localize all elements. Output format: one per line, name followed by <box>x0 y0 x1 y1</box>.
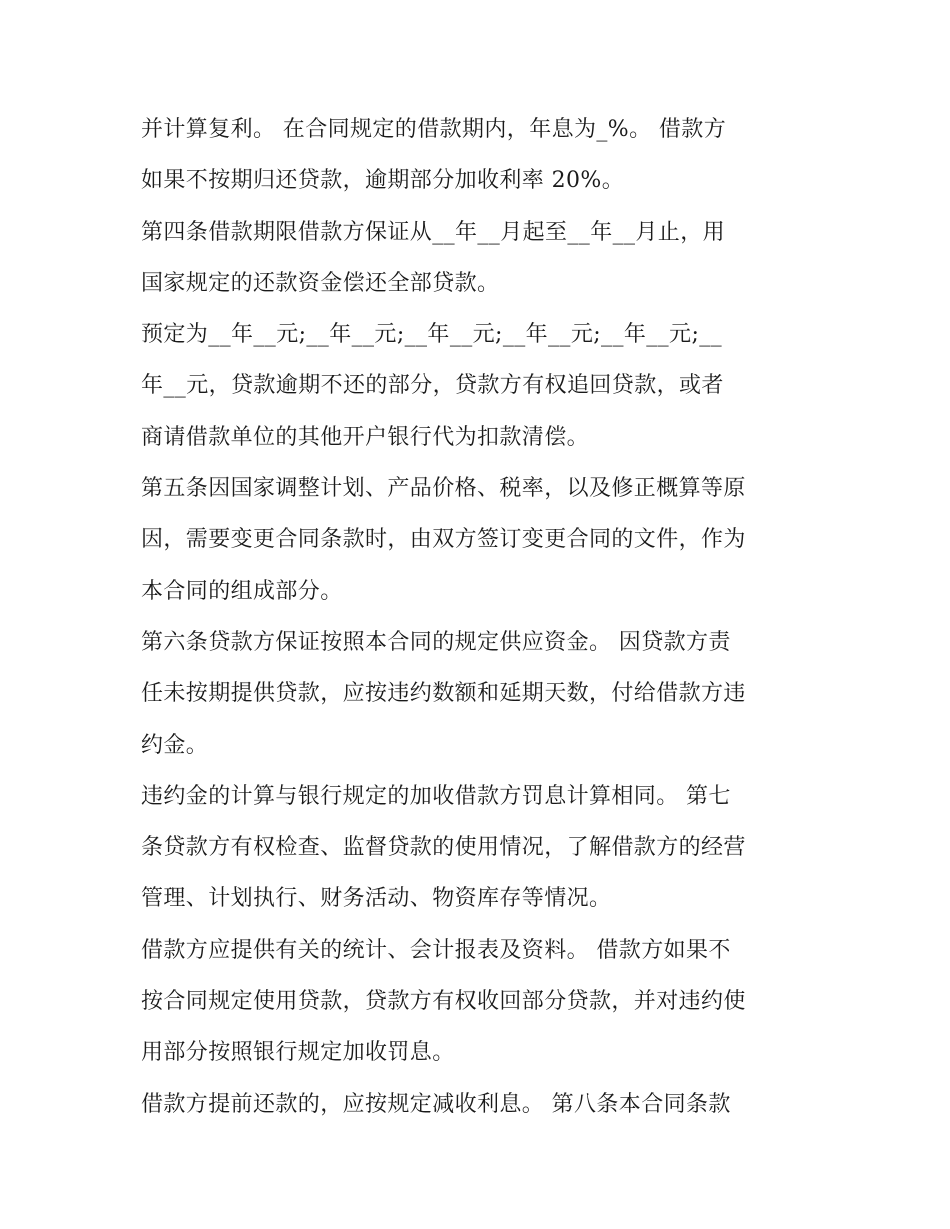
text-line: 第五条因国家调整计划、产品价格、税率，以及修正概算等原 <box>141 476 746 502</box>
text-line: 条贷款方有权检查、监督贷款的使用情况，了解借款方的经营 <box>141 835 746 861</box>
text-line: 年__元，贷款逾期不还的部分，贷款方有权追回贷款，或者 <box>141 373 724 399</box>
text-line: 借款方提前还款的，应按规定减收利息。 第八条本合同条款 <box>141 1091 731 1117</box>
text-line: 管理、计划执行、财务活动、物资库存等情况。 <box>141 886 612 912</box>
text-line: 预定为__年__元;__年__元;__年__元;__年__元;__年__元;__ <box>141 322 723 348</box>
text-line: 并计算复利。 在合同规定的借款期内，年息为_%。 借款方 <box>141 117 727 142</box>
text-line: 第四条借款期限借款方保证从__年__月起至__年__月止，用 <box>141 219 726 245</box>
text-line: 国家规定的还款资金偿还全部贷款。 <box>141 270 500 296</box>
text-line: 违约金的计算与银行规定的加收借款方罚息计算相同。 第七 <box>141 783 731 809</box>
text-line: 本合同的组成部分。 <box>141 578 343 604</box>
text-line: 第六条贷款方保证按照本合同的规定供应资金。 因贷款方责 <box>141 629 731 655</box>
text-line: 任未按期提供贷款，应按违约数额和延期天数，付给借款方违 <box>141 681 746 707</box>
text-line: 按合同规定使用贷款，贷款方有权收回部分贷款，并对违约使 <box>141 989 746 1015</box>
document-body <box>141 104 821 1130</box>
text-line: 因，需要变更合同条款时，由双方签订变更合同的文件，作为 <box>141 527 746 553</box>
text-line: 用部分按照银行规定加收罚息。 <box>141 1040 455 1066</box>
text-line: 如果不按期归还贷款，逾期部分加收利率 20%。 <box>141 168 625 194</box>
text-line: 借款方应提供有关的统计、会计报表及资料。 借款方如果不 <box>141 937 731 963</box>
text-line: 约金。 <box>141 732 209 758</box>
text-line: 商请借款单位的其他开户银行代为扣款清偿。 <box>141 424 590 450</box>
